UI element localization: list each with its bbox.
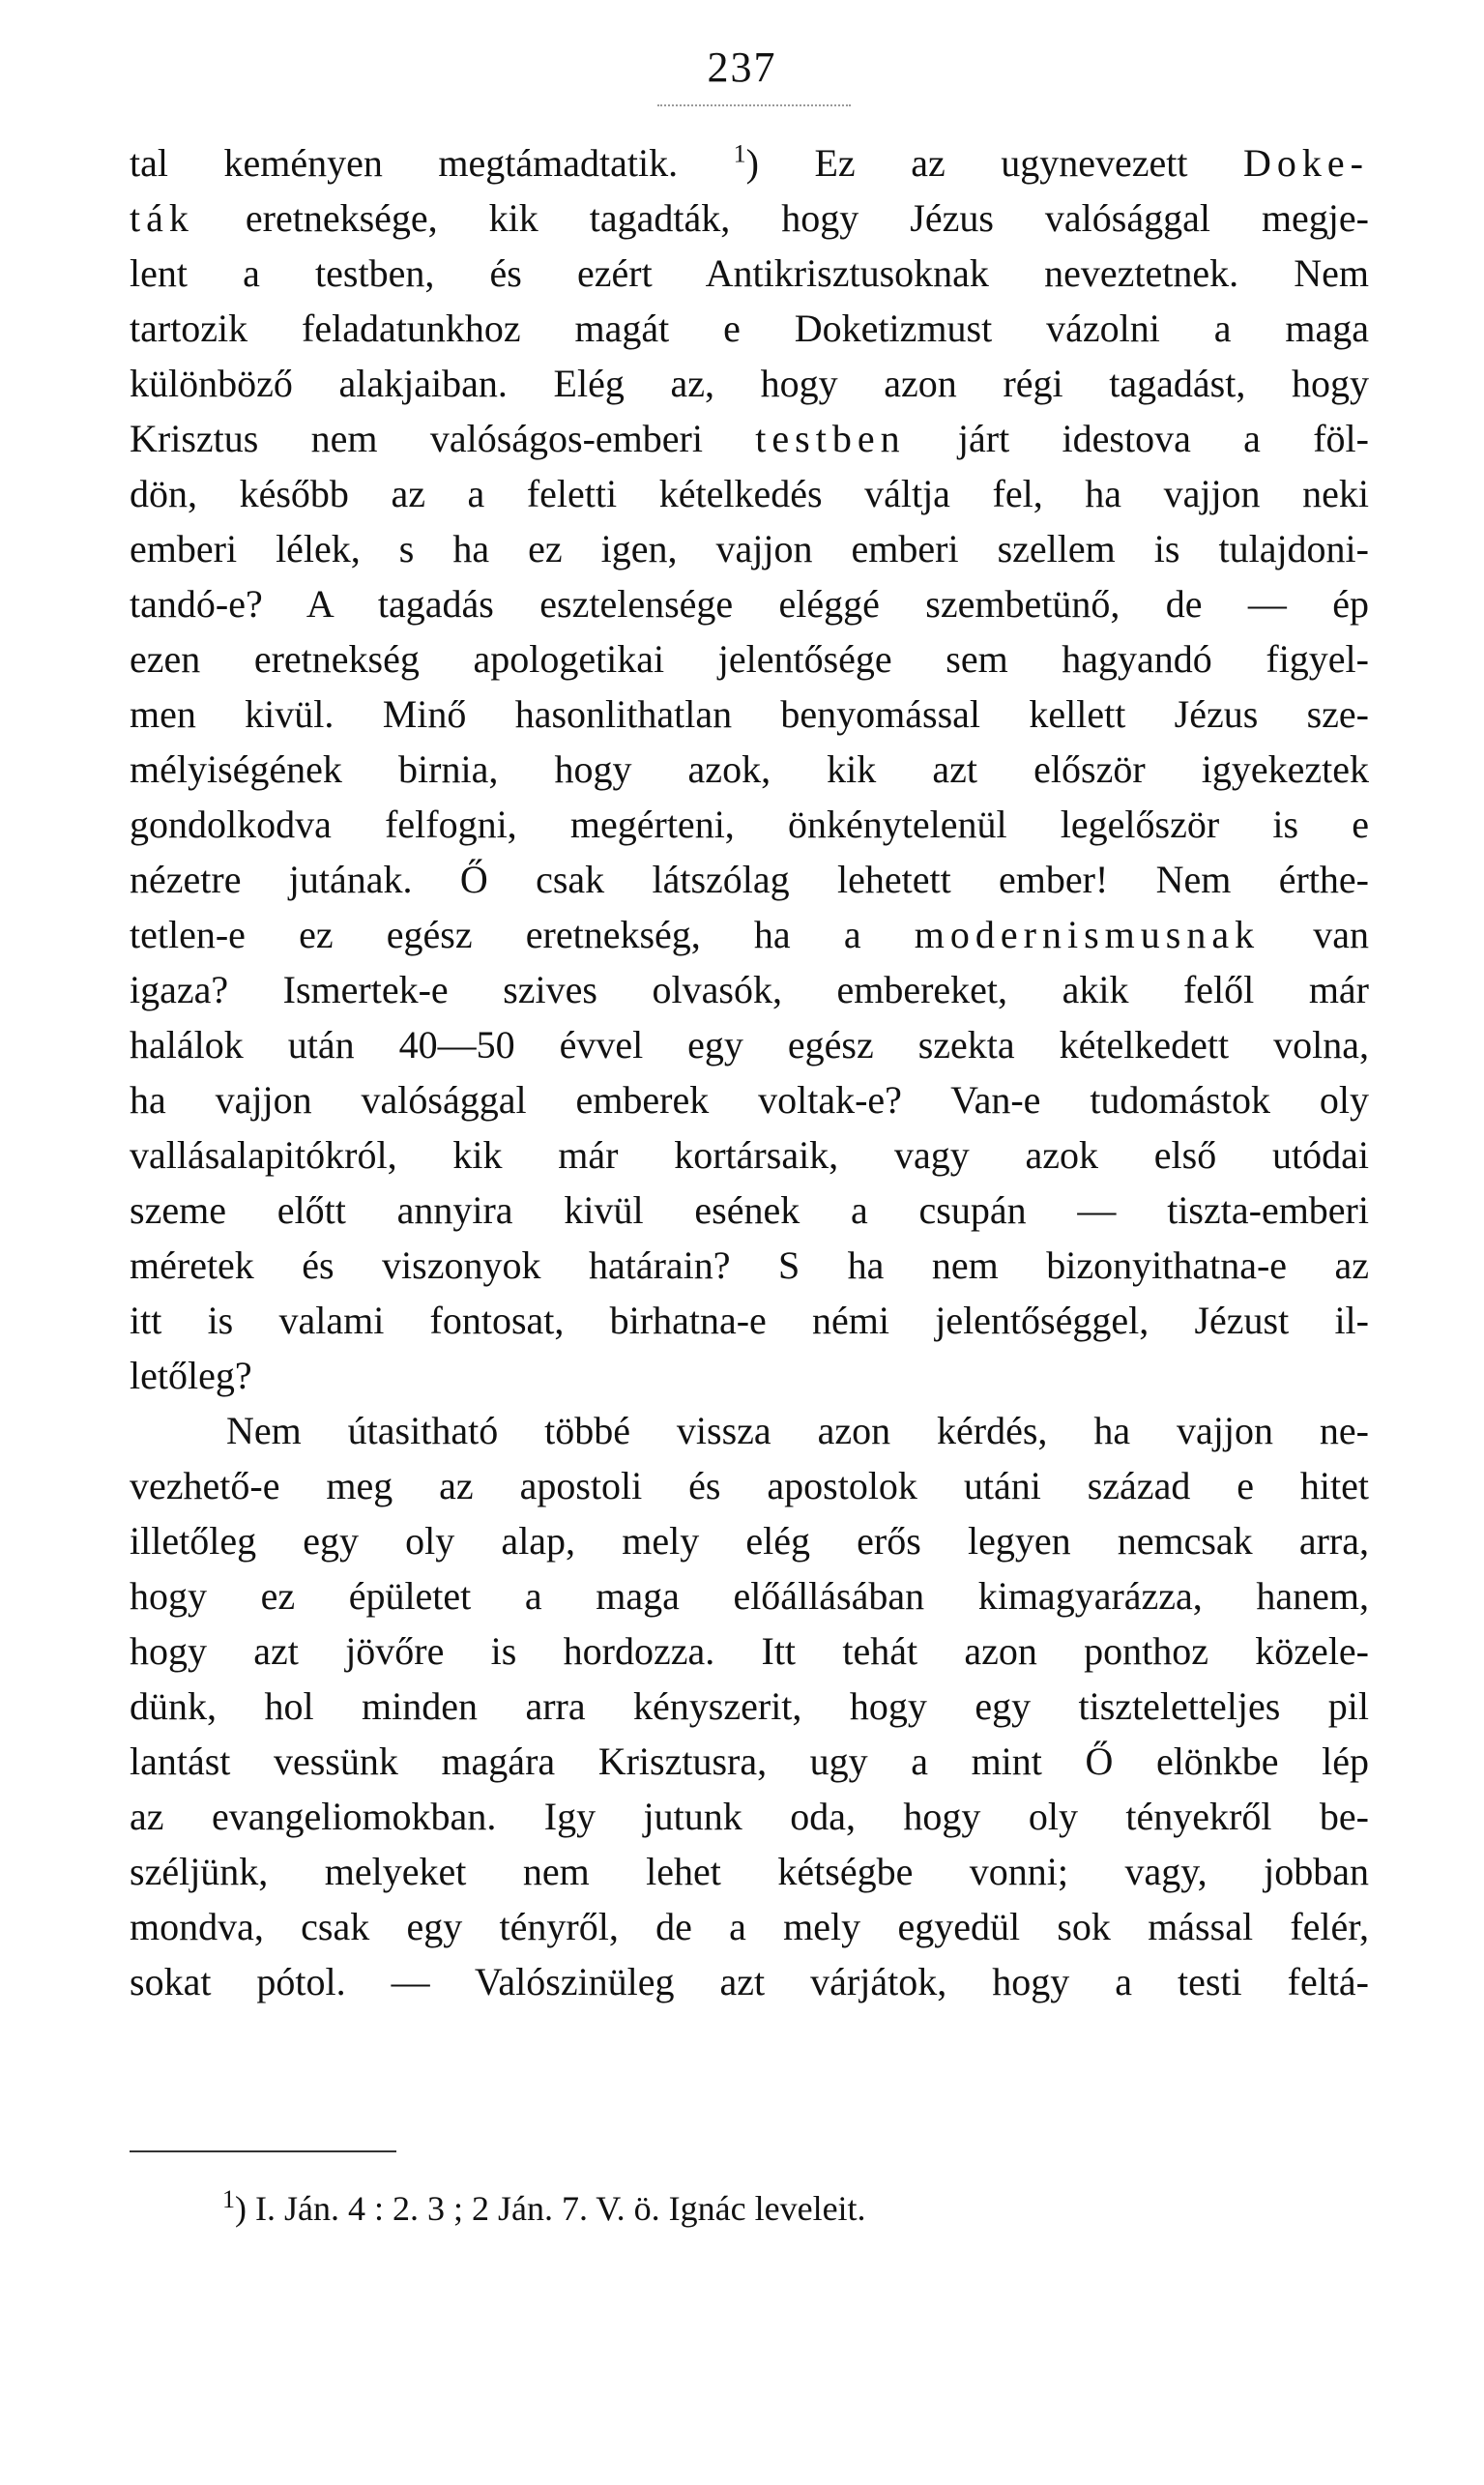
footnote-marker: 1 [222,2185,235,2213]
text-line: lent a testben, és ezért Antikrisztusoknak neveztetnek. Nem [130,251,1369,295]
text-line: mondva, csak egy tényről, de a mely egyedül sok mással felér, [130,1905,1369,1948]
text-line: Krisztus nem valóságos-emberi testben járt idestova a föl- [130,417,1369,460]
header-ornament-rule [657,104,851,106]
text-line: vezhető-e meg az apostoli és apostolok utáni század e hitet [130,1464,1369,1507]
text-line: ha vajjon valósággal emberek voltak-e? Van-e tudomástok oly [130,1078,1369,1122]
text-line: Nem útasitható többé vissza azon kérdés, ha vajjon ne- [226,1409,1369,1452]
text-line: különböző alakjaiban. Elég az, hogy azon régi tagadást, hogy [130,362,1369,405]
text-line: dön, később az a feletti kételkedés váltja fel, ha vajjon neki [130,472,1369,515]
main-text [130,135,1369,2009]
text-line: itt is valami fontosat, birhatna-e némi jelentőséggel, Jézust il- [130,1299,1369,1342]
text-line: sokat pótol. — Valószinüleg azt várjátok, hogy a testi feltá- [130,1960,1369,2003]
text-line: illetőleg egy oly alap, mely elég erős legyen nemcsak arra, [130,1519,1369,1563]
text-line: széljünk, melyeket nem lehet kétségbe vonni; vagy, jobban [130,1850,1369,1893]
text-line: lantást vessünk magára Krisztusra, ugy a mint Ő elönkbe lép [130,1740,1369,1783]
text-line: nézetre jutának. Ő csak látszólag lehetett ember! Nem érthe- [130,858,1369,901]
text-line: tal keményen megtámadtatik. $^1$) Ez az ugynevezett Doke- [130,139,1369,185]
text-line: tandó-e? A tagadás esztelensége eléggé szembetünő, de — ép [130,582,1369,626]
text-line: igaza? Ismertek-e szives olvasók, embereket, akik felől már [130,968,1369,1011]
text-line: tartozik feladatunkhoz magát e Doketizmust vázolni a maga [130,307,1369,350]
text-line: men kivül. Minő hasonlithatlan benyomással kellett Jézus sze- [130,692,1369,736]
text-line: hogy azt jövőre is hordozza. Itt tehát azon ponthoz közele- [130,1629,1369,1673]
text-line: méretek és viszonyok határain? S ha nem bizonyithatna-e az [130,1243,1369,1287]
text-line: az evangeliomokban. Igy jutunk oda, hogy oly tényekről be- [130,1795,1369,1838]
text-line: dünk, hol minden arra kényszerit, hogy egy tiszteletteljes pil [130,1684,1369,1728]
text-line: gondolkodva felfogni, megérteni, önkénytelenül legelőször is e [130,803,1369,846]
footnote-text: ) I. Ján. 4 : 2. 3 ; 2 Ján. 7. V. ö. Ignác leveleit. [235,2189,866,2228]
page-number: 237 [707,44,777,91]
text-line: letőleg? [130,1354,252,1397]
text-line: ták eretneksége, kik tagadták, hogy Jézus valósággal megje- [130,196,1369,240]
text-line: ezen eretnekség apologetikai jelentősége sem hagyandó figyel- [130,637,1369,681]
footnote [222,2187,866,2230]
text-line: hogy ez épületet a maga előállásában kimagyarázza, hanem, [130,1574,1369,1618]
text-line: tetlen-e ez egész eretnekség, ha a modernismusnak van [130,913,1369,956]
text-line: mélyiségének birnia, hogy azok, kik azt először igyekeztek [130,747,1369,791]
text-line: halálok után 40—50 évvel egy egész szekta kételkedett volna, [130,1023,1369,1067]
footnote-rule [130,2150,396,2152]
text-line: szeme előtt annyira kivül esének a csupán — tiszta-emberi [130,1188,1369,1232]
text-line: vallásalapitókról, kik már kortársaik, vagy azok első utódai [130,1133,1369,1177]
text-line: emberi lélek, s ha ez igen, vajjon emberi szellem is tulajdoni- [130,527,1369,570]
